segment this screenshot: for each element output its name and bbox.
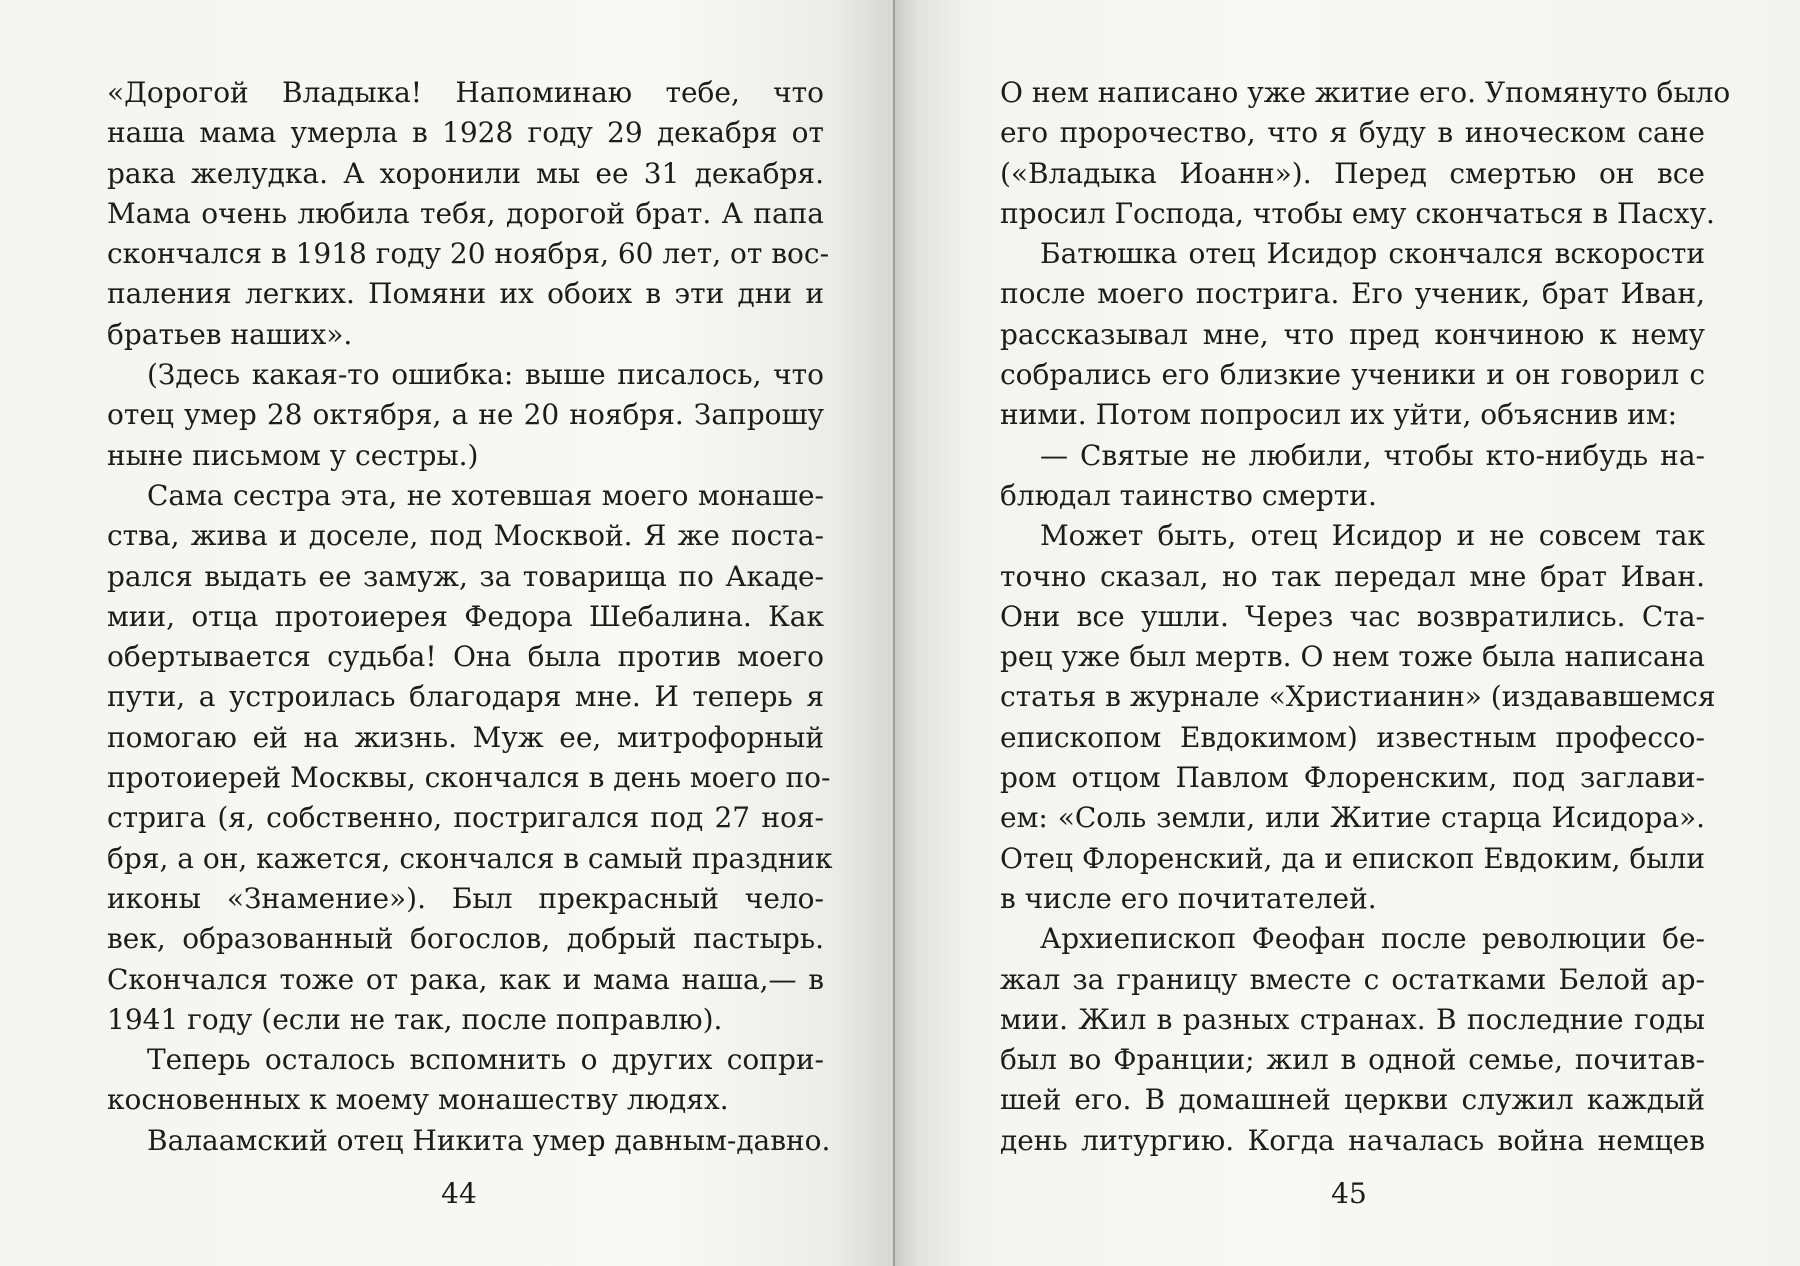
text-line: (Здесь какая-то ошибка: выше писалось, что <box>147 358 824 392</box>
text-line: 1941 году (если не так, после поправлю). <box>107 1002 723 1036</box>
text-line: Валаамский отец Никита умер давным-давно. <box>147 1123 831 1157</box>
text-line: в числе его почитателей. <box>1000 881 1377 915</box>
text-line: собрались его близкие ученики и он говорил с <box>1000 358 1705 392</box>
text-line: пути, а устроилась благодаря мне. И теперь я <box>107 680 824 714</box>
text-line: мии, отца протоиерея Федора Шебалина. Как <box>107 599 824 633</box>
text-line: протоиерей Москвы, скончался в день моего по- <box>107 761 831 795</box>
text-line: стрига (я, собственно, постригался под 27 ноя- <box>107 801 824 835</box>
text-line: блюдал таинство смерти. <box>1000 478 1377 512</box>
text-line: ними. Потом попросил их уйти, объяснив им: <box>1000 398 1678 432</box>
text-line: Сама сестра эта, не хотевшая моего монаше- <box>147 478 824 512</box>
text-line: шей его. В домашней церкви служил каждый <box>1000 1083 1705 1117</box>
text-line: скончался в 1918 году 20 ноября, 60 лет, от вос- <box>107 237 830 271</box>
text-line: Может быть, отец Исидор и не совсем так <box>1040 519 1705 553</box>
left-page-text <box>107 73 833 1161</box>
text-line: отец умер 28 октября, а не 20 ноября. Запрошу <box>107 398 824 432</box>
text-line: был во Франции; жил в одной семье, почитав- <box>1000 1043 1705 1077</box>
text-line: рец уже был мертв. О нем тоже была написана <box>1000 640 1705 674</box>
text-line: помогаю ей на жизнь. Муж ее, митрофорный <box>107 720 824 754</box>
text-line: О нем написано уже житие его. Упомянуто было <box>1000 76 1731 109</box>
page-number-right: 45 <box>1331 1177 1367 1210</box>
text-line: Они все ушли. Через час возвратились. Ста- <box>1000 599 1705 633</box>
text-line: Батюшка отец Исидор скончался вскорости <box>1040 237 1705 271</box>
text-line: Теперь осталось вспомнить о других сопри- <box>147 1043 824 1077</box>
text-line: Мама очень любила тебя, дорогой брат. А папа <box>107 196 824 230</box>
text-line: «Дорогой Владыка! Напоминаю тебе, что <box>107 76 824 109</box>
text-line: ем: «Соль земли, или Житие старца Исидора». <box>1000 801 1705 835</box>
text-line: его пророчество, что я буду в иноческом сане <box>1000 116 1705 150</box>
text-line: рассказывал мне, что пред кончиною к нему <box>1000 317 1705 351</box>
text-line: бря, а он, кажется, скончался в самый праздник <box>107 841 833 875</box>
page-number-left: 44 <box>441 1177 477 1210</box>
text-line: век, образованный богослов, добрый пастырь. <box>107 922 824 956</box>
text-line: наша мама умерла в 1928 году 29 декабря от <box>107 116 824 150</box>
text-line: косновенных к моему монашеству людях. <box>107 1083 729 1117</box>
text-line: епископом Евдокимом) известным профессо- <box>1000 720 1705 754</box>
text-line: — Святые не любили, чтобы кто-нибудь на- <box>1040 438 1705 472</box>
text-line: рака желудка. А хоронили мы ее 31 декабря. <box>107 156 824 190</box>
text-line: рался выдать ее замуж, за товарища по Акаде- <box>107 559 824 593</box>
text-line: статья в журнале «Христианин» (издававшемся <box>1000 680 1716 714</box>
text-line: точно сказал, но так передал мне брат Иван. <box>1000 559 1705 593</box>
text-line: мии. Жил в разных странах. В последние годы <box>1000 1002 1705 1036</box>
text-line: паления легких. Помяни их обоих в эти дни и <box>107 277 824 311</box>
text-line: просил Господа, чтобы ему скончаться в Пасху. <box>1000 196 1715 230</box>
text-line: ром отцом Павлом Флоренским, под заглави- <box>1000 761 1705 795</box>
text-line: Архиепископ Феофан после революции бе- <box>1040 922 1705 956</box>
text-line: Скончался тоже от рака, как и мама наша,— в <box>107 962 824 996</box>
text-line: день литургию. Когда началась война немцев <box>1000 1123 1705 1157</box>
book-gutter <box>893 0 895 1266</box>
text-line: после моего пострига. Его ученик, брат Иван, <box>1000 277 1705 311</box>
text-line: Отец Флоренский, да и епископ Евдоким, были <box>1000 841 1705 875</box>
text-line: жал за границу вместе с остатками Белой ар- <box>1000 962 1705 996</box>
text-line: («Владыка Иоанн»). Перед смертью он все <box>1000 156 1705 190</box>
right-page-text <box>1000 73 1731 1161</box>
text-line: ства, жива и доселе, под Москвой. Я же поста- <box>107 519 824 553</box>
text-line: ныне письмом у сестры.) <box>107 438 479 472</box>
text-line: братьев наших». <box>107 317 353 351</box>
text-line: обертывается судьба! Она была против моего <box>107 640 824 674</box>
text-line: иконы «Знамение»). Был прекрасный чело- <box>107 881 824 915</box>
